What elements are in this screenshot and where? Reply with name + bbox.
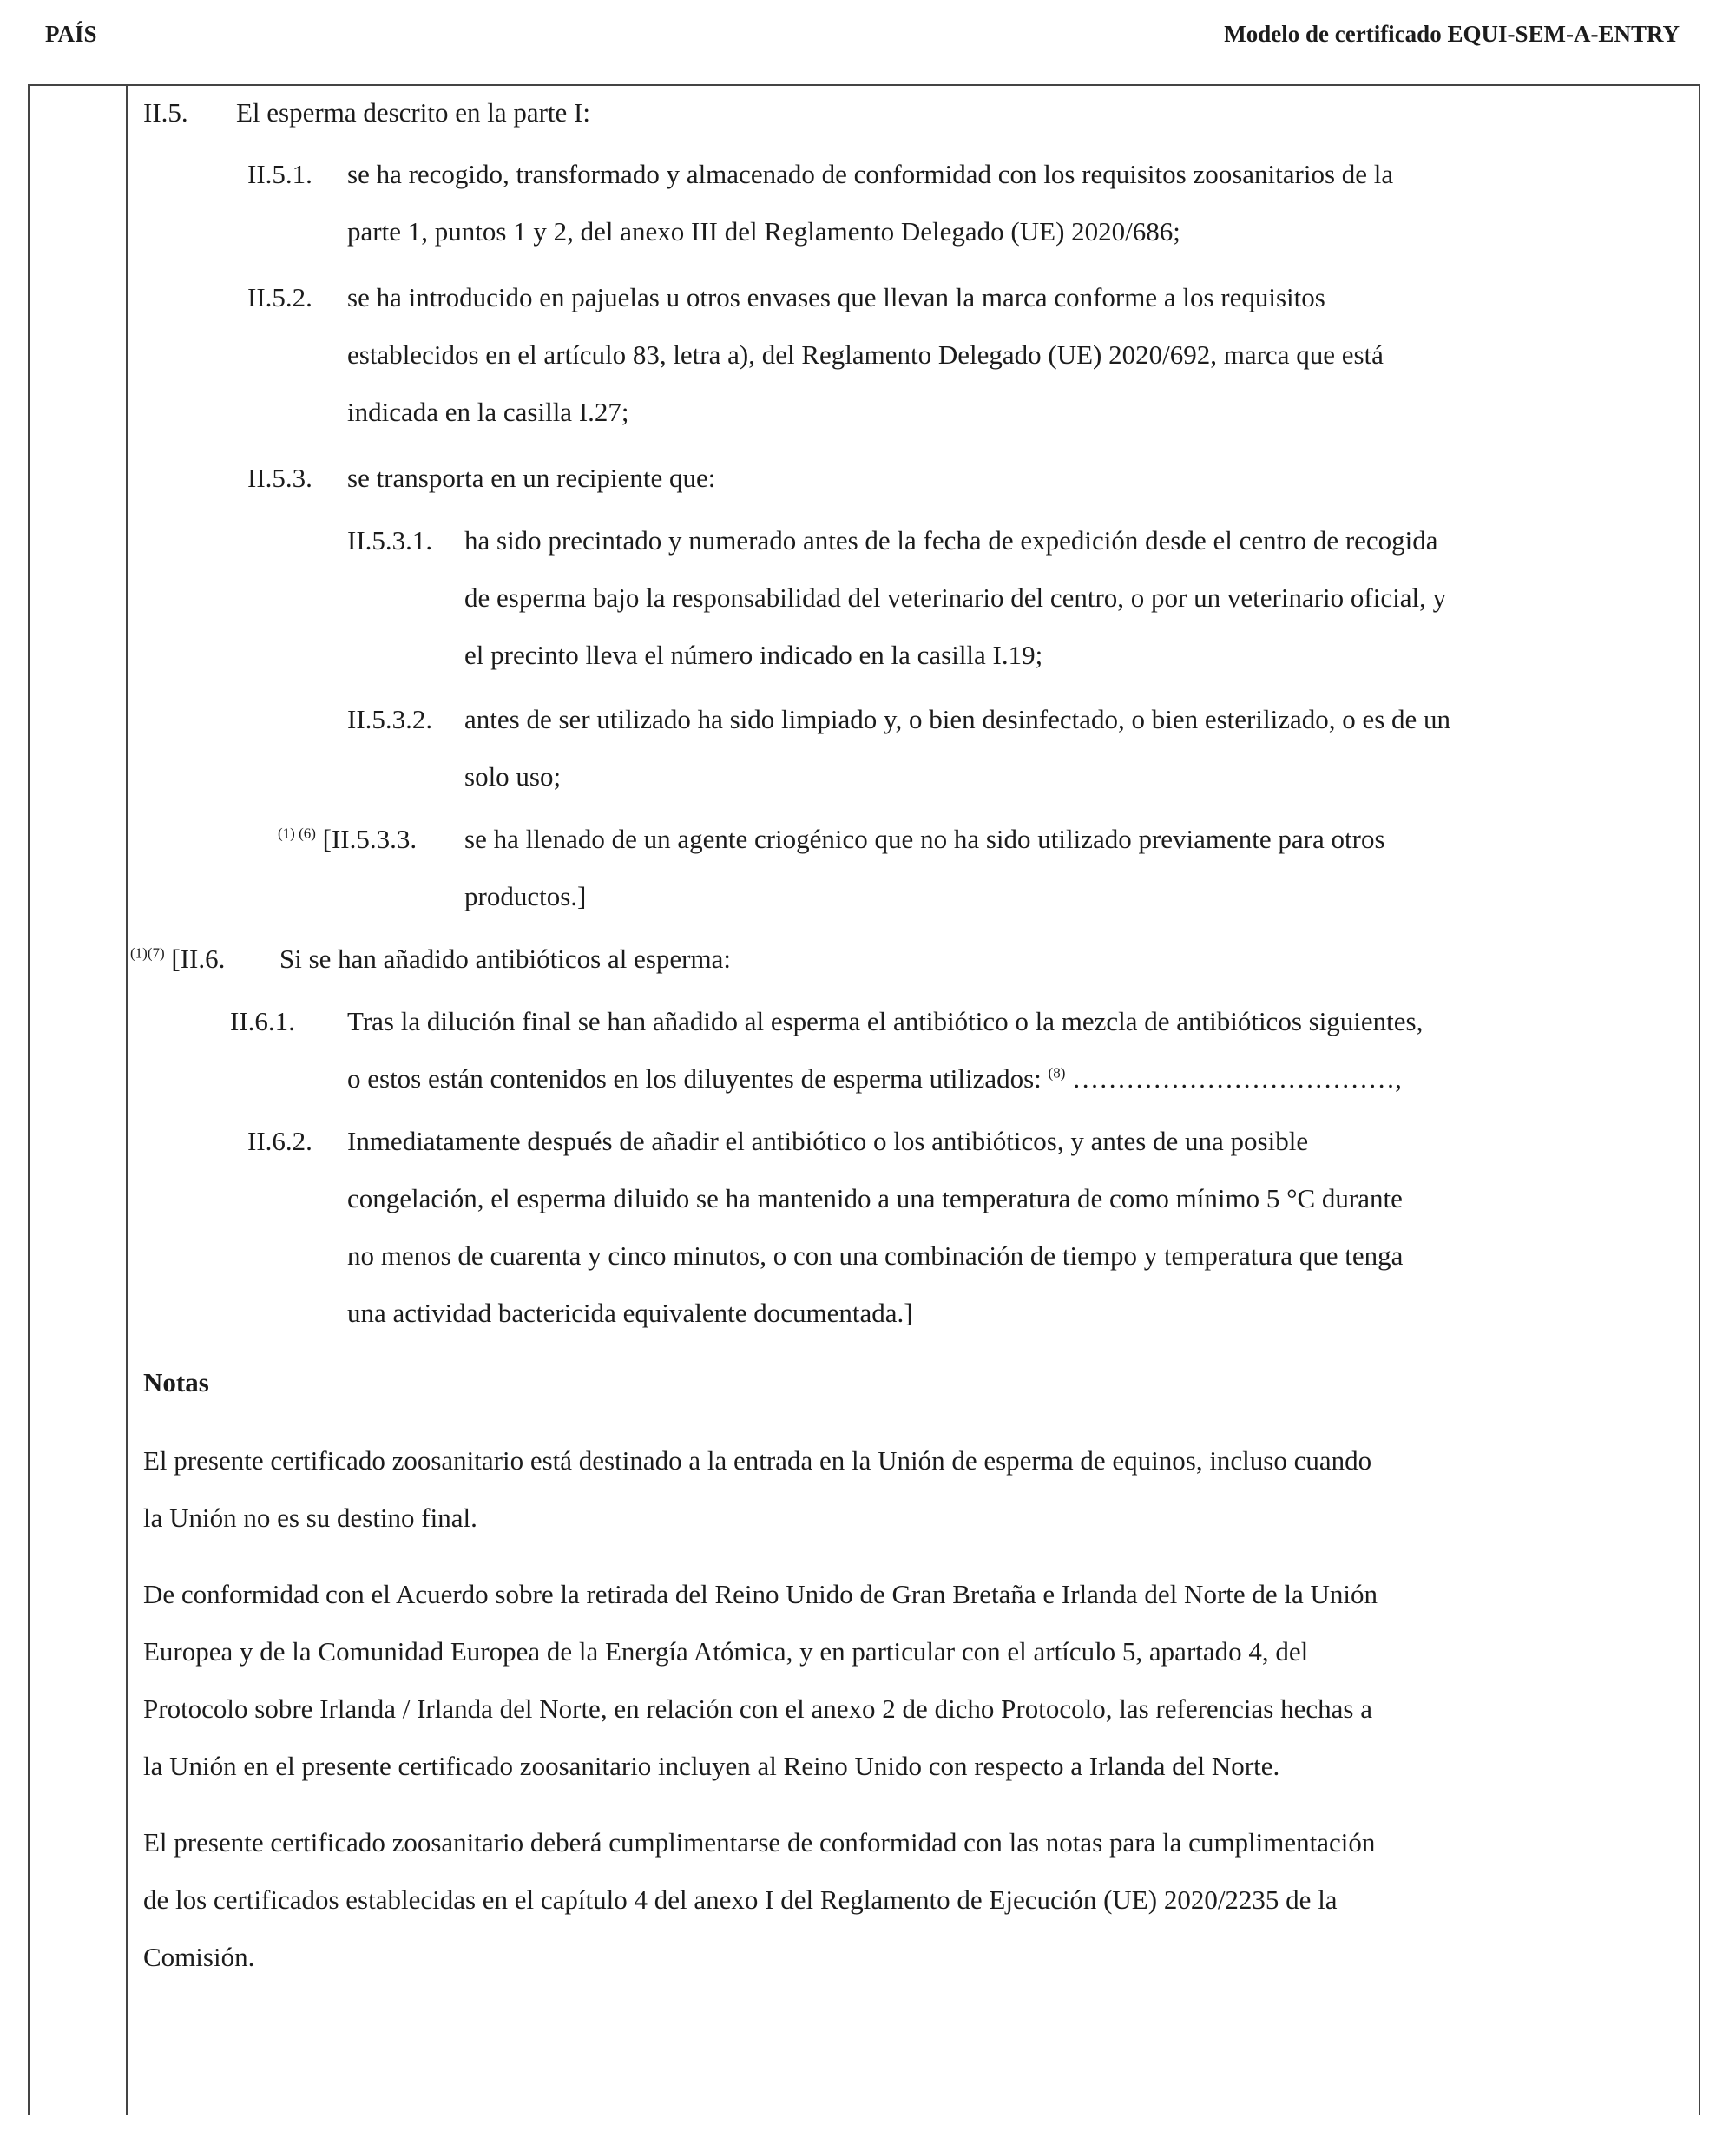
subitem-text-line: ha sido precintado y numerado antes de la fecha de expedición desde el centro de recogida bbox=[464, 525, 1438, 556]
country-label: PAÍS bbox=[45, 21, 97, 47]
notes-paragraph-line: Comisión. bbox=[143, 1942, 255, 1972]
item-text-line: indicada en la casilla I.27; bbox=[347, 397, 629, 427]
item-text-line: Tras la dilución final se han añadido al esperma el antibiótico o la mezcla de antibióticos siguientes, bbox=[347, 1006, 1424, 1036]
section-heading: Si se han añadido antibióticos al esperma: bbox=[279, 944, 731, 974]
item-number: II.5.1. bbox=[247, 159, 312, 189]
subitem-text-line: productos.] bbox=[464, 881, 587, 911]
item-text-line: se ha recogido, transformado y almacenado de conformidad con los requisitos zoosanitarios de la bbox=[347, 159, 1394, 189]
footnote-ref: (8) bbox=[1048, 1064, 1066, 1082]
item-text-line: parte 1, puntos 1 y 2, del anexo III del Reglamento Delegado (UE) 2020/686; bbox=[347, 216, 1180, 247]
subitem-text-line: se ha llenado de un agente criogénico que no ha sido utilizado previamente para otros bbox=[464, 824, 1385, 854]
notes-paragraph-line: la Unión no es su destino final. bbox=[143, 1502, 477, 1533]
fill-in-dots: ………………………………, bbox=[1072, 1063, 1402, 1094]
footnote-ref: (1) (6) bbox=[278, 825, 316, 842]
item-text-line: una actividad bactericida equivalente documentada.] bbox=[347, 1298, 913, 1328]
notes-paragraph-line: De conformidad con el Acuerdo sobre la retirada del Reino Unido de Gran Bretaña e Irlanda del Norte de la Unión bbox=[143, 1579, 1378, 1609]
subitem-text-line: de esperma bajo la responsabilidad del veterinario del centro, o por un veterinario oficial, y bbox=[464, 582, 1447, 613]
notes-paragraph-line: la Unión en el presente certificado zoosanitario incluyen al Reino Unido con respecto a Irlanda del Norte. bbox=[143, 1751, 1280, 1781]
subitem-text-line: solo uso; bbox=[464, 761, 562, 792]
item-number: II.5.2. bbox=[247, 282, 312, 312]
certificate-model-label: Modelo de certificado EQUI-SEM-A-ENTRY bbox=[1224, 21, 1680, 47]
subitem-number-label: [II.5.3.3. bbox=[322, 824, 418, 854]
item-text-line: establecidos en el artículo 83, letra a), del Reglamento Delegado (UE) 2020/692, marca que está bbox=[347, 339, 1384, 370]
item-text-line: Inmediatamente después de añadir el antibiótico o los antibióticos, y antes de una posible bbox=[347, 1126, 1309, 1156]
notes-heading: Notas bbox=[143, 1367, 209, 1397]
subitem-text-line: antes de ser utilizado ha sido limpiado y, o bien desinfectado, o bien esterilizado, o es de un bbox=[464, 704, 1451, 734]
subitem-number bbox=[278, 811, 417, 868]
item-text-line: se transporta en un recipiente que: bbox=[347, 463, 716, 493]
notes-paragraph-line: El presente certificado zoosanitario deberá cumplimentarse de conformidad con las notas para la cumplimentación bbox=[143, 1827, 1376, 1858]
item-number: II.6.2. bbox=[247, 1126, 312, 1156]
section-heading: El esperma descrito en la parte I: bbox=[236, 97, 590, 128]
margin-divider bbox=[126, 86, 128, 2115]
item-text-line: se ha introducido en pajuelas u otros envases que llevan la marca conforme a los requisitos bbox=[347, 282, 1325, 312]
item-number: II.6.1. bbox=[230, 1006, 295, 1036]
item-text: o estos están contenidos en los diluyentes de esperma utilizados: bbox=[347, 1063, 1042, 1094]
notes-paragraph-line: Europea y de la Comunidad Europea de la Energía Atómica, y en particular con el artículo 5, apartado 4, del bbox=[143, 1636, 1309, 1667]
section-number: II.5. bbox=[143, 97, 188, 128]
subitem-number: II.5.3.1. bbox=[347, 525, 433, 556]
notes-paragraph-line: Protocolo sobre Irlanda / Irlanda del Norte, en relación con el anexo 2 de dicho Protocolo, las referencias hechas a bbox=[143, 1693, 1372, 1724]
subitem-number: II.5.3.2. bbox=[347, 704, 433, 734]
item-text-line: no menos de cuarenta y cinco minutos, o con una combinación de tiempo y temperatura que tenga bbox=[347, 1240, 1404, 1271]
item-text-line bbox=[347, 1050, 1402, 1108]
notes-paragraph-line: El presente certificado zoosanitario está destinado a la entrada en la Unión de esperma de equinos, incluso cuando bbox=[143, 1445, 1372, 1476]
footnote-ref: (1)(7) bbox=[130, 944, 165, 962]
section-number-label: [II.6. bbox=[171, 944, 226, 974]
notes-paragraph-line: de los certificados establecidas en el capítulo 4 del anexo I del Reglamento de Ejecución (UE) 2020/2235 de la bbox=[143, 1884, 1338, 1915]
item-text-line: congelación, el esperma diluido se ha mantenido a una temperatura de como mínimo 5 °C durante bbox=[347, 1183, 1403, 1213]
subitem-text-line: el precinto lleva el número indicado en la casilla I.19; bbox=[464, 640, 1043, 670]
item-number: II.5.3. bbox=[247, 463, 312, 493]
section-number bbox=[130, 930, 225, 988]
